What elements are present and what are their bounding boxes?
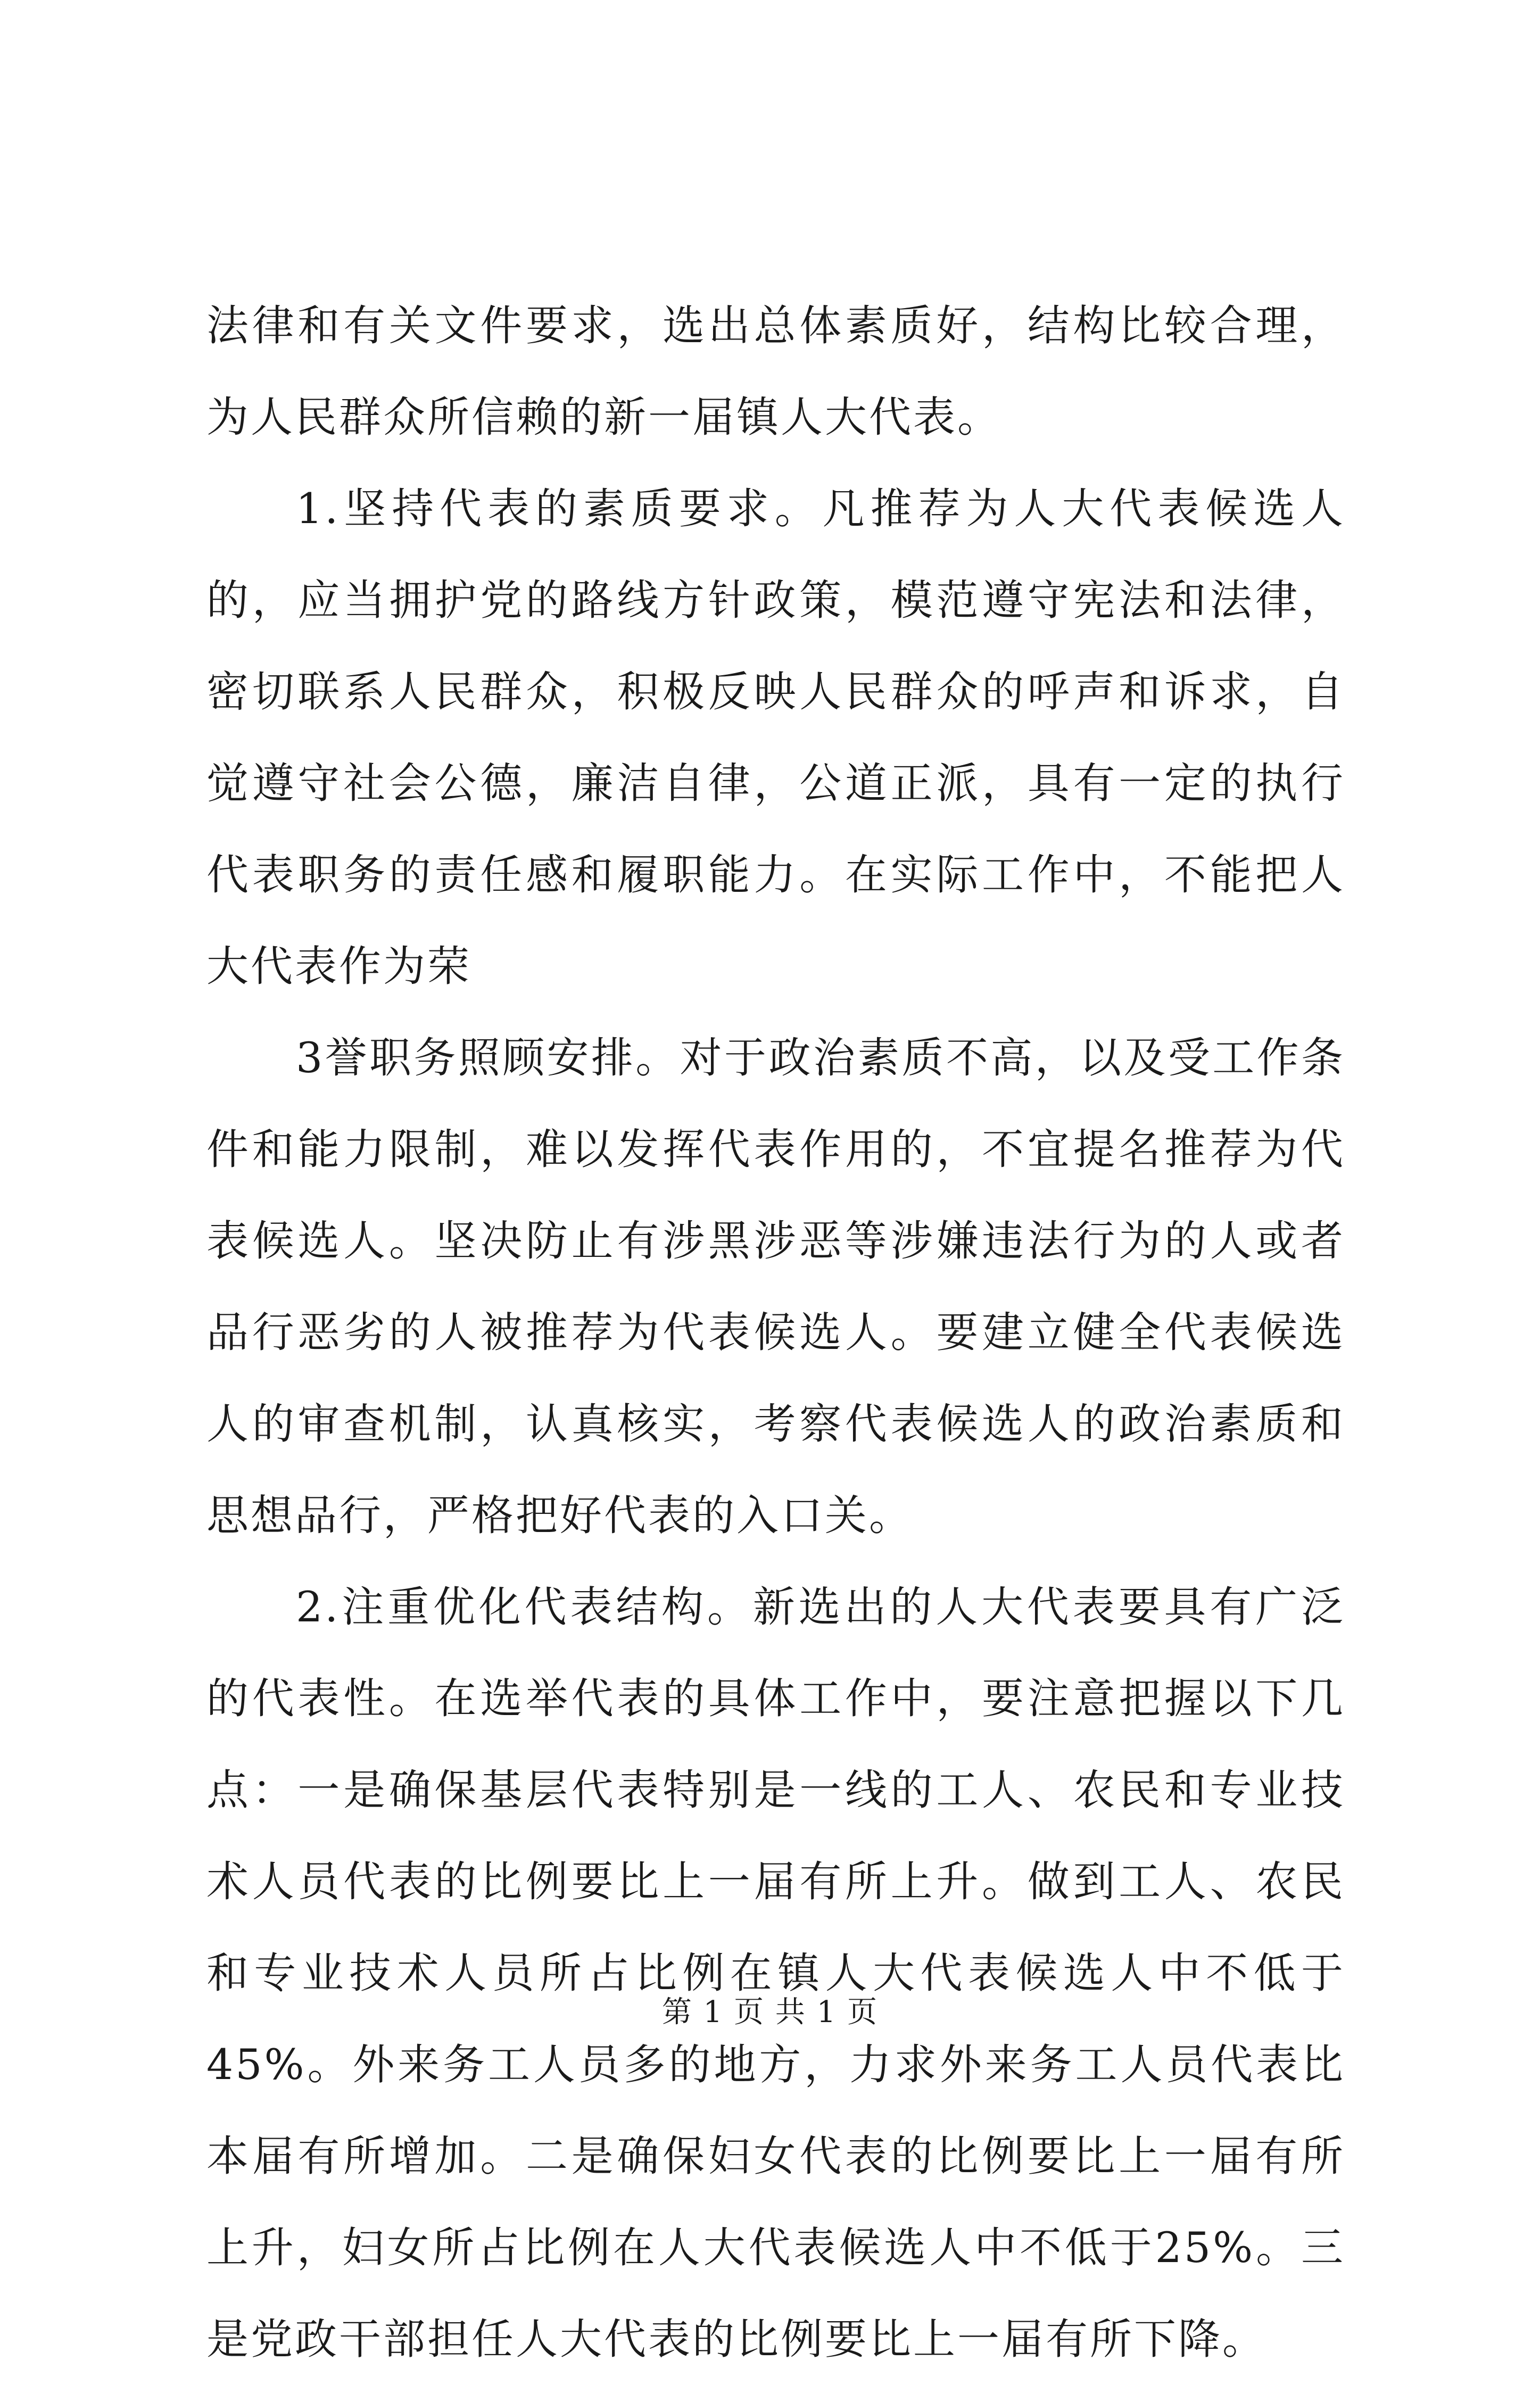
paragraph-1: 法律和有关文件要求，选出总体素质好，结构比较合理，为人民群众所信赖的新一届镇人大代表。 [206,301,1345,442]
paragraph-4: 2.注重优化代表结构。新选出的人大代表要具有广泛的代表性。在选举代表的具体工作中，要注意把握以下几点：一是确保基层代表特别是一线的工人、农民和专业技术人员代表的比例要比上一届有所上升。做到工人、农民和专业技术人员所占比例在镇人大代表候选人中不低于45%。外来务工人员多的地方，力求外来务工人员代表比本届有所增加。二是确保妇女代表的比例要比上一届有所上升，妇女所占比例在人大代表候选人中不低于25%。三是党政干部担任人大代表的比例要比上一届有所下降。 [206,1583,1345,2364]
document-body [206,280,1345,2385]
page-footer: 第 1 页 共 1 页 [661,1995,879,2030]
paragraph-2: 1.坚持代表的素质要求。凡推荐为人大代表候选人的，应当拥护党的路线方针政策，模范遵守宪法和法律，密切联系人民群众，积极反映人民群众的呼声和诉求，自觉遵守社会公德，廉洁自律，公道正派，具有一定的执行代表职务的责任感和履职能力。在实际工作中，不能把人大代表作为荣 [206,484,1345,991]
paragraph-3: 3誉职务照顾安排。对于政治素质不高，以及受工作条件和能力限制，难以发挥代表作用的，不宜提名推荐为代表候选人。坚决防止有涉黑涉恶等涉嫌违法行为的人或者品行恶劣的人被推荐为代表候选人。要建立健全代表候选人的审查机制，认真核实，考察代表候选人的政治素质和思想品行，严格把好代表的入口关。 [206,1033,1345,1540]
